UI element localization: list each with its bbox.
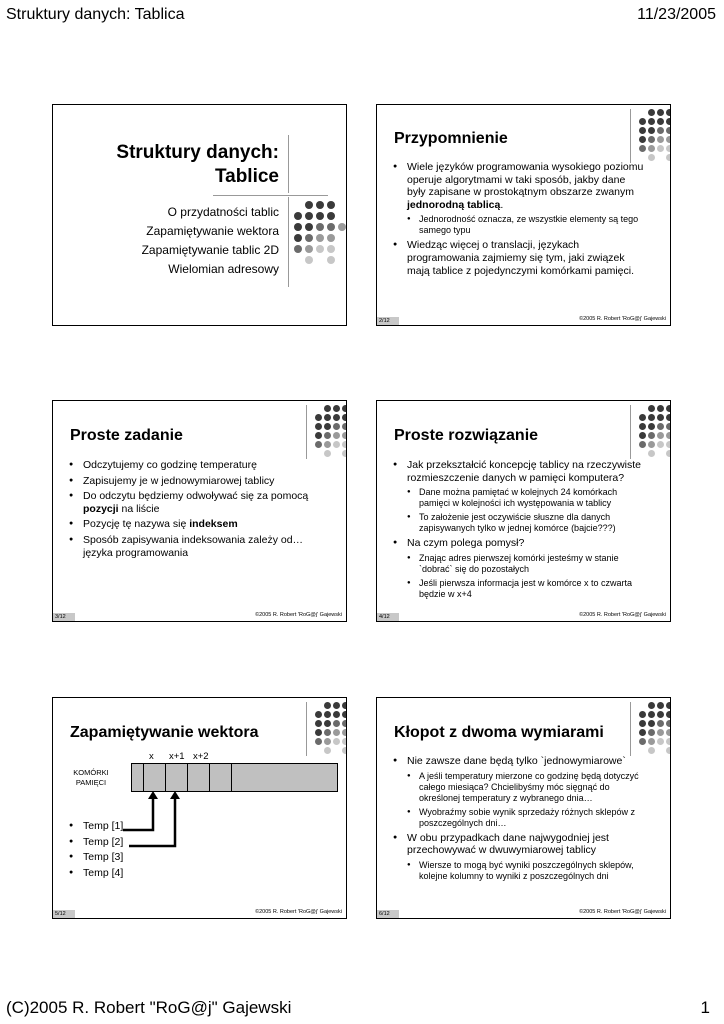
decorative-dot: [666, 729, 671, 736]
decorative-dot: [316, 256, 324, 264]
decorative-dot: [648, 450, 655, 457]
decorative-dot: [294, 256, 302, 264]
decorative-dot: [294, 201, 302, 209]
decorative-dot: [324, 450, 331, 457]
slide-6: [376, 697, 671, 919]
slide-title: Struktury danych: Tablice: [116, 142, 279, 187]
bullet: [393, 161, 645, 211]
temp-item: ● Temp [3]: [69, 851, 159, 864]
bullet-text: Wiele języków programowania wysokiego poziomu operuje algorytmami w taki sposób, jakby dane były zapisane w prostokątnym obszarze zwanym: [407, 161, 644, 199]
bullet-bold: indeksem: [189, 518, 238, 531]
slide-body: [69, 459, 321, 562]
subtitle-line: Zapamiętywanie tablic 2D: [141, 243, 279, 257]
decorative-dot: [316, 201, 324, 209]
decorative-dot: [648, 109, 655, 116]
sub-bullet: ● Jednorodność oznacza, ze wszystkie elementy są tego samego typu: [393, 214, 645, 236]
decorative-dot: [338, 201, 346, 209]
dots-divider: [306, 405, 307, 459]
dots-divider: [630, 702, 631, 756]
decorative-dot: [657, 450, 664, 457]
decorative-dot: [666, 441, 671, 448]
decorative-dot: [342, 414, 347, 421]
decorative-dot-grid: [315, 405, 347, 457]
slide-copyright: ©2005 R. Robert 'RoG@j' Gajewski: [579, 612, 666, 618]
document-header-title: Struktury danych: Tablica: [6, 6, 185, 23]
decorative-dot: [648, 414, 655, 421]
bullet-bold: jednorodną tablicą: [407, 198, 501, 211]
decorative-dot: [333, 441, 340, 448]
arrowhead-temp2: [170, 791, 180, 799]
bullet: ● Nie zawsze dane będą tylko `jednowymiarowe`: [393, 755, 645, 768]
decorative-dot: [294, 223, 302, 231]
subtitle-line: O przydatności tablic: [167, 205, 279, 219]
decorative-dot: [294, 212, 302, 220]
decorative-dot: [639, 118, 646, 125]
decorative-dot: [639, 145, 646, 152]
slide-5: [52, 697, 347, 919]
sub-bullet: ● Wyobraźmy sobie wynik sprzedaży różnych sklepów z poszczególnych dni…: [393, 807, 645, 829]
decorative-dot: [342, 450, 347, 457]
cell-label-x2: x+2: [193, 751, 209, 762]
decorative-dot: [639, 711, 646, 718]
decorative-dot: [639, 441, 646, 448]
decorative-dot: [657, 127, 664, 134]
slide-copyright: ©2005 R. Robert 'RoG@j' Gajewski: [255, 612, 342, 618]
slide-number: 3/12: [53, 613, 75, 621]
decorative-dot: [666, 136, 671, 143]
decorative-dot: [324, 432, 331, 439]
sub-bullet: ● Jeśli pierwsza informacja jest w komórce x to czwarta będzie w x+4: [393, 578, 645, 600]
decorative-dot: [327, 201, 335, 209]
slide-number: 6/12: [377, 910, 399, 918]
decorative-dot: [327, 212, 335, 220]
document-footer-page: 1: [700, 998, 710, 1017]
sub-bullet: ● Wiersze to mogą być wyniki poszczególnych sklepów, kolejne kolumny to wyniki z poszczególnych dni: [393, 860, 645, 882]
decorative-dot: [324, 405, 331, 412]
decorative-dot-grid: [639, 702, 671, 754]
decorative-dot: [657, 720, 664, 727]
decorative-dot: [333, 423, 340, 430]
decorative-dot: [648, 423, 655, 430]
decorative-dot: [639, 729, 646, 736]
sub-bullet: ● To założenie jest oczywiście słuszne dla danych zapisywanych tylko w jednej komórce (bajcie???): [393, 512, 645, 534]
decorative-dot: [657, 747, 664, 754]
decorative-dot: [648, 136, 655, 143]
decorative-dot: [639, 747, 646, 754]
slide-2: [376, 104, 671, 326]
decorative-dot: [333, 450, 340, 457]
decorative-dot: [315, 450, 322, 457]
slide-title: Przypomnienie: [394, 130, 508, 147]
decorative-dot: [666, 720, 671, 727]
slide-body: [393, 755, 645, 885]
decorative-dot: [666, 711, 671, 718]
decorative-dot: [657, 154, 664, 161]
slide-copyright: ©2005 R. Robert 'RoG@j' Gajewski: [579, 909, 666, 915]
decorative-dot: [639, 127, 646, 134]
decorative-dot: [666, 154, 671, 161]
decorative-dot: [333, 414, 340, 421]
decorative-dot: [666, 450, 671, 457]
bullet: [69, 490, 321, 515]
decorative-dot: [333, 405, 340, 412]
bullet: ● Na czym polega pomysł?: [393, 537, 645, 550]
decorative-dot: [657, 405, 664, 412]
decorative-dot: [324, 441, 331, 448]
decorative-dot: [327, 223, 335, 231]
decorative-dot: [316, 245, 324, 253]
decorative-dot: [666, 118, 671, 125]
decorative-dot: [648, 720, 655, 727]
decorative-dot: [338, 212, 346, 220]
temp-item: ● Temp [4]: [69, 867, 159, 880]
decorative-dot: [666, 432, 671, 439]
decorative-dot-grid: [639, 109, 671, 161]
decorative-dot: [639, 136, 646, 143]
decorative-dot: [315, 414, 322, 421]
decorative-dot: [657, 702, 664, 709]
decorative-dot: [639, 414, 646, 421]
decorative-dot: [657, 109, 664, 116]
decorative-dot: [338, 245, 346, 253]
decorative-dot: [648, 738, 655, 745]
decorative-dot: [657, 414, 664, 421]
decorative-dot: [666, 414, 671, 421]
temp-item: ● Temp [2]: [69, 836, 159, 849]
decorative-dot: [666, 738, 671, 745]
slide-number: 4/12: [377, 613, 399, 621]
decorative-dot: [639, 423, 646, 430]
temp-list: [69, 820, 159, 882]
bullet-bold: pozycji: [83, 502, 119, 515]
decorative-dot: [316, 234, 324, 242]
decorative-dot: [315, 432, 322, 439]
slide-footer: [53, 908, 346, 918]
decorative-dot: [657, 423, 664, 430]
decorative-dot: [338, 234, 346, 242]
cell-label-x: x: [149, 751, 154, 762]
decorative-dot: [639, 432, 646, 439]
decorative-dot: [305, 201, 313, 209]
subtitle-list: [93, 203, 279, 279]
sub-bullet: ● Znając adres pierwszej komórki jesteśmy w stanie `dobrać` się do pozostałych: [393, 553, 645, 575]
decorative-dot: [648, 405, 655, 412]
decorative-dot: [327, 245, 335, 253]
decorative-dot: [342, 423, 347, 430]
decorative-dot: [648, 154, 655, 161]
slide-title: Kłopot z dwoma wymiarami: [394, 724, 604, 741]
decorative-dot: [657, 729, 664, 736]
bullet: ● Wiedząc więcej o translacji, językach programowania zajmiemy się tym, jaki związek mają tablice z pojedynczymi komórkami pamięci.: [393, 239, 645, 277]
decorative-dot: [648, 118, 655, 125]
decorative-dot: [648, 145, 655, 152]
decorative-dot: [338, 256, 346, 264]
slide-1: [52, 104, 347, 326]
slide-footer: [53, 611, 346, 621]
decorative-dot: [648, 711, 655, 718]
document-footer-author: (C)2005 R. Robert "RoG@j" Gajewski: [6, 998, 292, 1017]
slide-title: Proste zadanie: [70, 427, 183, 444]
sub-bullet: ● A jeśli temperatury mierzone co godzinę będą dotyczyć całego miesiąca? Chcielibyśmy móc sięgnąć do określonej temperatury z wybranego dnia…: [393, 771, 645, 804]
decorative-dot: [327, 256, 335, 264]
subtitle-line: Wielomian adresowy: [168, 262, 279, 276]
decorative-dot: [324, 423, 331, 430]
decorative-dot-grid: [639, 405, 671, 457]
decorative-dot: [657, 738, 664, 745]
bullet-end: na liście: [118, 502, 160, 515]
bullet-end: .: [500, 198, 504, 211]
decorative-dot: [305, 256, 313, 264]
document-header-date: 11/23/2005: [637, 6, 716, 23]
decorative-dot: [305, 212, 313, 220]
decorative-dot: [338, 223, 346, 231]
slide-footer: [377, 611, 670, 621]
decorative-dot: [327, 234, 335, 242]
decorative-dot: [666, 145, 671, 152]
decorative-dot: [315, 441, 322, 448]
slide-footer: [377, 315, 670, 325]
decorative-dot: [648, 702, 655, 709]
decorative-dot: [333, 432, 340, 439]
decorative-dot: [648, 127, 655, 134]
decorative-dot: [666, 702, 671, 709]
sub-bullet: ● Dane można pamiętać w kolejnych 24 komórkach pamięci w kolejności ich występowania w tablicy: [393, 487, 645, 509]
decorative-dot: [639, 450, 646, 457]
memory-label-line: PAMIĘCI: [75, 778, 107, 787]
decorative-dot: [324, 414, 331, 421]
decorative-dot: [316, 223, 324, 231]
decorative-dot: [657, 432, 664, 439]
decorative-dot: [648, 441, 655, 448]
bullet: ● Jak przekształcić koncepcję tablicy na rzeczywiste rozmieszczenie danych w pamięci komputera?: [393, 459, 645, 484]
pointer-arrows: [53, 698, 347, 919]
decorative-dot-grid: [294, 201, 346, 264]
decorative-dot: [639, 702, 646, 709]
cell-label-x1: x+1: [169, 751, 185, 762]
arrowhead-temp1: [148, 791, 158, 799]
decorative-dot: [315, 423, 322, 430]
decorative-dot: [294, 245, 302, 253]
slide-copyright: ©2005 R. Robert 'RoG@j' Gajewski: [579, 316, 666, 322]
decorative-dot: [639, 154, 646, 161]
dots-divider: [630, 405, 631, 459]
decorative-dot: [305, 234, 313, 242]
bullet: [69, 518, 321, 531]
bullet: ● Sposób zapisywania indeksowania zależy od… języka programowania: [69, 534, 321, 559]
decorative-dot: [648, 729, 655, 736]
decorative-dot: [657, 145, 664, 152]
decorative-dot: [342, 441, 347, 448]
decorative-dot: [342, 405, 347, 412]
decorative-dot: [305, 223, 313, 231]
bullet: ● W obu przypadkach dane najwygodniej jest przechowywać w dwuwymiarowej tablicy: [393, 832, 645, 857]
decorative-dot: [316, 212, 324, 220]
decorative-dot: [305, 245, 313, 253]
slide-title: Proste rozwiązanie: [394, 427, 539, 444]
title-divider-vertical: [288, 135, 289, 193]
dots-divider: [630, 109, 631, 163]
bullet-text: Do odczytu będziemy odwoływać się za pomocą: [83, 490, 309, 503]
slide-body: [393, 161, 645, 280]
decorative-dot: [639, 720, 646, 727]
decorative-dot: [657, 118, 664, 125]
slide-number: 5/12: [53, 910, 75, 918]
decorative-dot: [666, 109, 671, 116]
decorative-dot: [666, 747, 671, 754]
decorative-dot: [315, 405, 322, 412]
slide-body: [393, 459, 645, 603]
decorative-dot: [342, 432, 347, 439]
decorative-dot: [666, 405, 671, 412]
memory-label-line: KOMÓRKI: [73, 768, 109, 777]
temp-item: ● Temp [1]: [69, 820, 159, 833]
decorative-dot: [639, 738, 646, 745]
decorative-dot: [648, 747, 655, 754]
decorative-dot: [648, 432, 655, 439]
decorative-dot: [657, 711, 664, 718]
slide-footer: [377, 908, 670, 918]
slide-number: 2/12: [377, 317, 399, 325]
slide-copyright: ©2005 R. Robert 'RoG@j' Gajewski: [255, 909, 342, 915]
bullet-text: Pozycję tę nazywa się: [83, 518, 190, 531]
bullet: ● Zapisujemy je w jednowymiarowej tablicy: [69, 475, 321, 488]
decorative-dot: [639, 109, 646, 116]
slide-4: [376, 400, 671, 622]
title-divider-horizontal: [213, 195, 328, 196]
slide-3: [52, 400, 347, 622]
decorative-dot: [639, 405, 646, 412]
decorative-dot: [666, 423, 671, 430]
decorative-dot: [666, 127, 671, 134]
dots-divider: [288, 197, 289, 287]
decorative-dot: [294, 234, 302, 242]
slide-title: Zapamiętywanie wektora: [70, 724, 259, 741]
subtitle-line: Zapamiętywanie wektora: [146, 224, 279, 238]
decorative-dot: [657, 441, 664, 448]
bullet: ● Odczytujemy co godzinę temperaturę: [69, 459, 321, 472]
decorative-dot: [657, 136, 664, 143]
